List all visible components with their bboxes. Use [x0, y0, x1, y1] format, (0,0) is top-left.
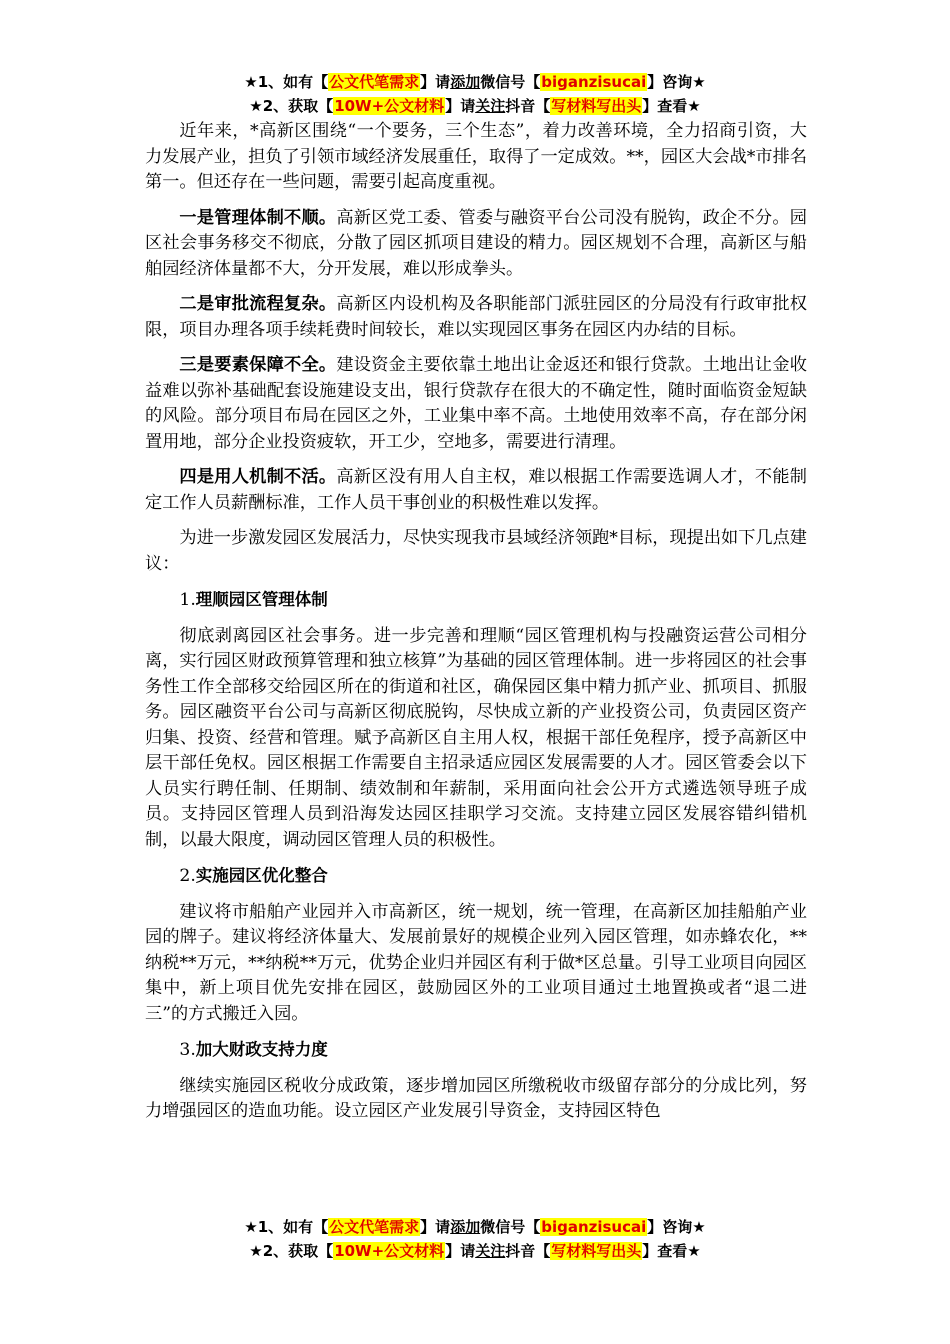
- heading-text: 理顺园区管理体制: [195, 590, 328, 609]
- problem-lead: 二是审批流程复杂。: [179, 294, 337, 314]
- highlight-materials: 10W+公文材料: [334, 1242, 445, 1260]
- banner-line-2: [0, 1239, 950, 1263]
- banner-text: 微信号【: [480, 1218, 541, 1236]
- problem-paragraph-2: [145, 292, 807, 343]
- banner-text: 】请: [420, 73, 451, 91]
- banner-text: 】请: [445, 1242, 476, 1260]
- suggestion-intro: 为进一步激发园区发展活力，尽快实现我市县域经济领跑*目标，现提出如下几点建议：: [145, 528, 807, 574]
- highlight-douyin-account: 写材料写出头: [551, 97, 642, 115]
- highlight-wechat-id: biganzisucai: [541, 73, 647, 91]
- section-heading-1: [145, 587, 807, 614]
- highlight-service: 公文代笔需求: [329, 73, 420, 91]
- problem-paragraph-4: [145, 465, 807, 516]
- highlight-wechat-id: biganzisucai: [541, 1218, 647, 1236]
- heading-number: 1.: [179, 590, 196, 610]
- banner-underlined-text: 关注: [475, 97, 506, 115]
- heading-text: 实施园区优化整合: [195, 866, 328, 885]
- problem-lead: 一是管理体制不顺。: [179, 207, 337, 228]
- banner-text: ★1、如有【: [244, 1218, 329, 1236]
- banner-text: 】咨询★: [647, 1218, 706, 1236]
- section-heading-2: [145, 863, 807, 890]
- heading-number: 3.: [179, 1040, 196, 1060]
- problem-text: 高新区内设机构及各职能部门派驻园区的分局没有行政审批权限，项目办理各项手续耗费时间较长，难以实现园区事务在园区内办结的目标。: [145, 294, 807, 340]
- problem-paragraph-1: [145, 206, 807, 283]
- document-body: [145, 119, 807, 1125]
- banner-line-1: [0, 70, 950, 94]
- banner-text: ★2、获取【: [249, 1242, 334, 1260]
- section-paragraph-2: 建议将市船舶产业园并入市高新区，统一规划，统一管理，在高新区加挂船舶产业园的牌子。建议将经济体量大、发展前景好的规模企业列入园区管理，如赤蜂农化，**纳税**万元，**纳税**万元，优势企业归并园区有利于做*区总量。引导工业项目向园区集中，新上项目优先安排在园区，鼓励园区外的工业项目通过土地置换或者“退二进三”的方式搬迁入园。: [145, 901, 807, 1024]
- footer-banner: [0, 1215, 950, 1263]
- section-heading-3: [145, 1037, 807, 1064]
- banner-text: 】查看★: [642, 1242, 701, 1260]
- banner-line-2: [0, 94, 950, 118]
- banner-text: 抖音【: [505, 97, 551, 115]
- banner-text: ★2、获取【: [249, 97, 334, 115]
- problem-paragraph-3: [145, 353, 807, 455]
- problem-lead: 三是要素保障不全。: [179, 355, 337, 375]
- header-banner: [0, 70, 950, 118]
- banner-line-1: [0, 1215, 950, 1239]
- problem-text: 建设资金主要依靠土地出让金返还和银行贷款。土地出让金收益难以弥补基础配套设施建设支出，银行贷款存在很大的不确定性，随时面临资金短缺的风险。部分项目布局在园区之外，工业集中率不高。土地使用效率不高，存在部分闲置用地，部分企业投资疲软，开工少，空地多，需要进行清理。: [145, 355, 807, 452]
- highlight-douyin-account: 写材料写出头: [551, 1242, 642, 1260]
- section-paragraph-3: 继续实施园区税收分成政策，逐步增加园区所缴税收市级留存部分的分成比列，努力增强园区的造血功能。设立园区产业发展引导资金，支持园区特色: [145, 1075, 807, 1121]
- banner-text: 】查看★: [642, 97, 701, 115]
- banner-underlined-text: 关注: [475, 1242, 506, 1260]
- banner-underlined-text: 添加: [450, 73, 481, 91]
- banner-text: 】请: [420, 1218, 451, 1236]
- heading-number: 2.: [179, 866, 196, 886]
- problem-text: 高新区没有用人自主权，难以根据工作需要选调人才，不能制定工作人员薪酬标准，工作人员干事创业的积极性难以发挥。: [145, 467, 807, 513]
- banner-text: 微信号【: [480, 73, 541, 91]
- banner-text: 】请: [445, 97, 476, 115]
- problem-lead: 四是用人机制不活。: [179, 467, 337, 487]
- heading-text: 加大财政支持力度: [195, 1040, 328, 1059]
- problem-text: 高新区党工委、管委与融资平台公司没有脱钩，政企不分。园区社会事务移交不彻底，分散了园区抓项目建设的精力。园区规划不合理，高新区与船舶园经济体量都不大，分开发展，难以形成拳头。: [145, 207, 807, 279]
- banner-text: ★1、如有【: [244, 73, 329, 91]
- banner-text: 抖音【: [505, 1242, 551, 1260]
- highlight-service: 公文代笔需求: [329, 1218, 420, 1236]
- banner-text: 】咨询★: [647, 73, 706, 91]
- section-paragraph-1: 彻底剥离园区社会事务。进一步完善和理顺“园区管理机构与投融资运营公司相分离，实行园区财政预算管理和独立核算”为基础的园区管理体制。进一步将园区的社会事务性工作全部移交给园区所在的街道和社区，确保园区集中精力抓产业、抓项目、抓服务。园区融资平台公司与高新区彻底脱钩，尽快成立新的产业投资公司，负责园区资产归集、投资、经营和管理。赋予高新区自主用人权，根据干部任免程序，授予高新区中层干部任免权。园区根据工作需要自主招录适应园区发展需要的人才。园区管委会以下人员实行聘任制、任期制、绩效制和年薪制，采用面向社会公开方式遴选领导班子成员。支持园区管理人员到沿海发达园区挂职学习交流。支持建立园区发展容错纠错机制，以最大限度，调动园区管理人员的积极性。: [145, 625, 807, 850]
- highlight-materials: 10W+公文材料: [334, 97, 445, 115]
- banner-underlined-text: 添加: [450, 1218, 481, 1236]
- intro-paragraph: 近年来，*高新区围绕“一个要务，三个生态”，着力改善环境，全力招商引资，大力发展产业，担负了引领市域经济发展重任，取得了一定成效。**，园区大会战*市排名第一。但还存在一些问题，需要引起高度重视。: [145, 121, 807, 192]
